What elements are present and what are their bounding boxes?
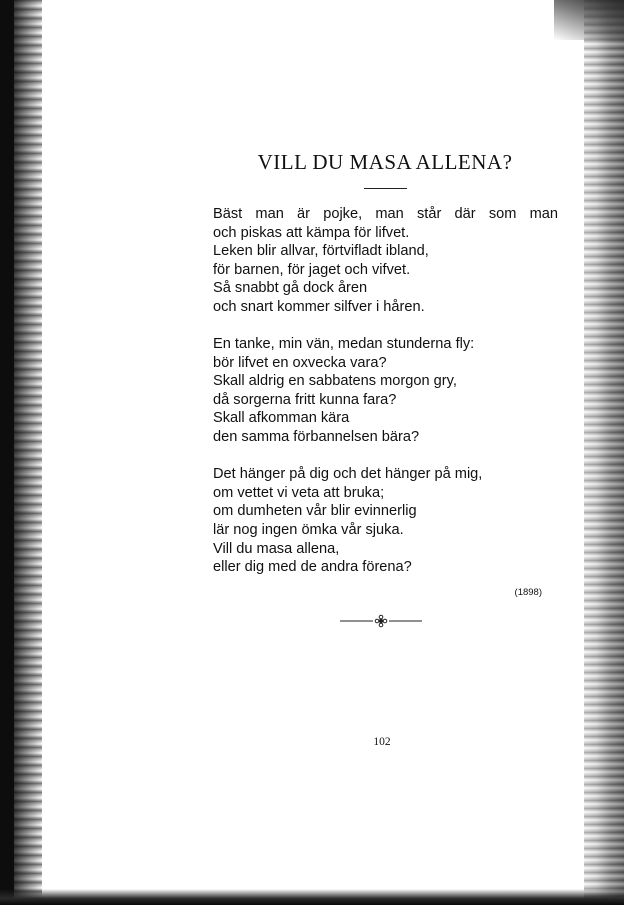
- poem-line: Leken blir allvar, förtvifladt ibland,: [213, 243, 429, 260]
- poem-line: En tanke, min vän, medan stunderna fly:: [213, 336, 475, 353]
- poem-line: om dumheten vår blir evinnerlig: [213, 503, 417, 520]
- poem-line: och snart kommer silfver i håren.: [213, 298, 425, 315]
- poem-year: (1898): [514, 587, 542, 598]
- poem-line: eller dig med de andra förena?: [213, 559, 412, 576]
- scan-edge-right: [584, 0, 624, 905]
- poem-line: lär nog ingen ömka vår sjuka.: [213, 521, 404, 538]
- poem-line: för barnen, för jaget och vifvet.: [213, 261, 411, 278]
- poem-line: Vill du masa allena,: [213, 540, 340, 557]
- stanza: [213, 465, 558, 577]
- poem-line: Skall aldrig en sabbatens morgon gry,: [213, 373, 457, 390]
- poem-line: bör lifvet en oxvecka vara?: [213, 354, 387, 371]
- scan-edge-bottom: [0, 889, 624, 905]
- poem-line: Det hänger på dig och det hänger på mig,: [213, 466, 483, 483]
- poem-body: [213, 205, 558, 595]
- poem-line: då sorgerna fritt kunna fara?: [213, 391, 397, 408]
- flower-ornament-icon: [340, 614, 422, 628]
- poem-line: om vettet vi veta att bruka;: [213, 484, 385, 501]
- scan-corner-top-right: [554, 0, 624, 40]
- title-divider: [364, 188, 407, 189]
- stanza: [213, 335, 558, 447]
- poem-line: den samma förbannelsen bära?: [213, 429, 420, 446]
- poem-line: Bäst man är pojke, man står där som man: [213, 206, 558, 222]
- poem-title: VILL DU MASA ALLENA?: [257, 150, 513, 174]
- poem-line: Skall afkomman kära: [213, 410, 350, 427]
- poem-line: Så snabbt gå dock åren: [213, 280, 368, 297]
- scan-edge-left-dark: [0, 0, 14, 905]
- poem-line: och piskas att kämpa för lifvet.: [213, 224, 410, 241]
- stanza: [213, 205, 558, 317]
- page-number: 102: [373, 736, 391, 748]
